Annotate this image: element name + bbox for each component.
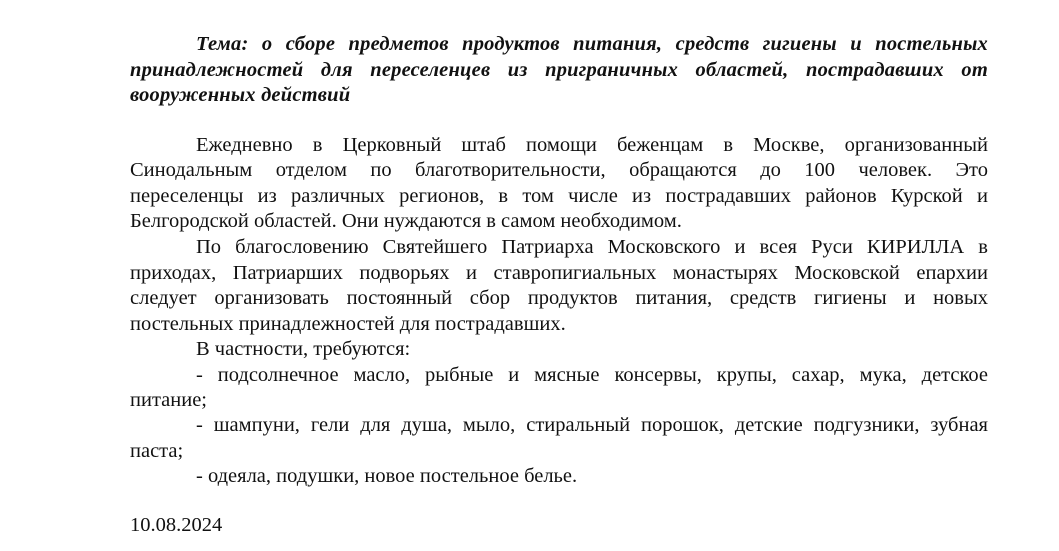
paragraph-1-line-4: Белгородской областей. Они нуждаются в самом необходимом. [130,210,682,232]
subject-line-3: вооруженных действий [130,84,351,106]
list-item-1-line-2: питание; [130,389,207,411]
paragraph-1-line-1: Ежедневно в Церковный штаб помощи беженцам в Москве, организованный [196,134,988,156]
list-item-2-line-1: - шампуни, гели для душа, мыло, стиральный порошок, детские подгузники, зубная [196,414,988,436]
paragraph-2-line-1: По благословению Святейшего Патриарха Московского и всея Руси КИРИЛЛА в [196,236,988,258]
subject-line-1: Тема: о сборе предметов продуктов питания, средств гигиены и постельных [196,33,988,55]
list-item-1-line-1: - подсолнечное масло, рыбные и мясные консервы, крупы, сахар, мука, детское [196,364,988,386]
paragraph-3-line-1: В частности, требуются: [196,338,411,360]
paragraph-1-line-2: Синодальным отделом по благотворительности, обращаются до 100 человек. Это [130,159,988,181]
list-item-3-line-1: - одеяла, подушки, новое постельное белье. [196,465,578,487]
paragraph-2-line-2: приходах, Патриарших подворьях и ставропигиальных монастырях Московской епархии [130,262,988,284]
document-date: 10.08.2024 [130,514,223,536]
subject-line-2: принадлежностей для переселенцев из приграничных областей, пострадавших от [130,59,988,81]
paragraph-2-line-3: следует организовать постоянный сбор продуктов питания, средств гигиены и новых [130,287,988,309]
paragraph-2-line-4: постельных принадлежностей для пострадавших. [130,313,566,335]
list-item-2-line-2: паста; [130,440,184,462]
paragraph-1-line-3: переселенцы из различных регионов, в том числе из пострадавших районов Курской и [130,185,988,207]
